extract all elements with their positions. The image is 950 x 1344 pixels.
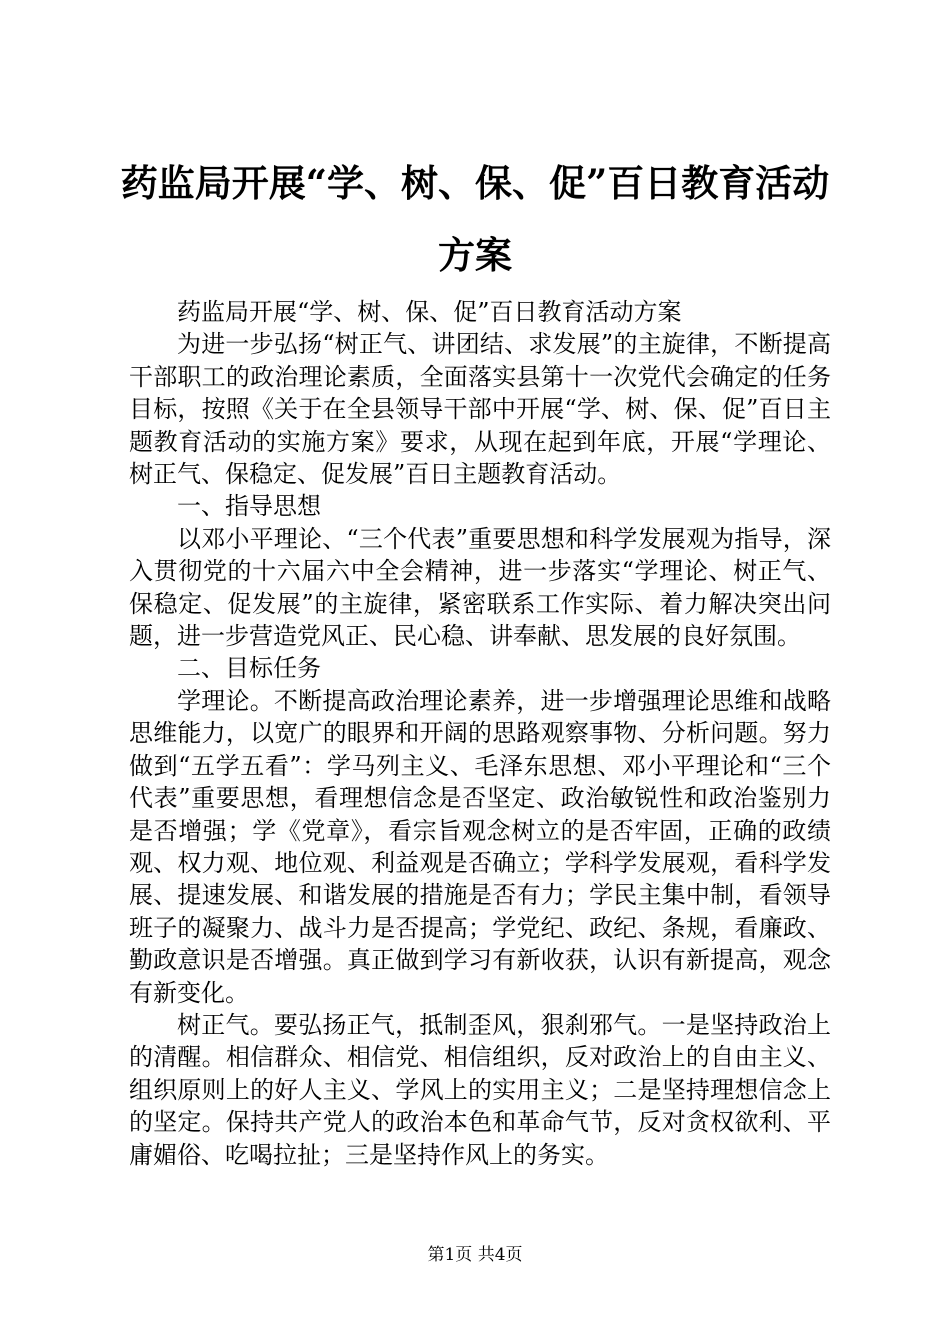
paragraph-intro: 为进一步弘扬“树正气、讲团结、求发展”的主旋律，不断提高干部职工的政治理论素质，全面落实县第十一次党代会确定的任务目标，按照《关于在全县领导干部中开展“学、树、保、促”百日主题教育活动的实施方案》要求，从现在起到年底，开展“学理论、树正气、保稳定、促发展”百日主题教育活动。 (129, 330, 831, 489)
paragraph-uphold-integrity: 树正气。要弘扬正气，抵制歪风，狠刹邪气。一是坚持政治上的清醒。相信群众、相信党、相信组织，反对政治上的自由主义、组织原则上的好人主义、学风上的实用主义；二是坚持理想信念上的坚定。保持共产党人的政治本色和革命气节，反对贪权欲利、平庸媚俗、吃喝拉扯；三是坚持作风上的务实。 (129, 1010, 831, 1169)
paragraph-guiding-thought: 以邓小平理论、“三个代表”重要思想和科学发展观为指导，深入贯彻党的十六届六中全会精神，进一步落实“学理论、树正气、保稳定、促发展”的主旋律，紧密联系工作实际、着力解决突出问题，进一步营造党风正、民心稳、讲奉献、思发展的良好氛围。 (129, 524, 831, 651)
paragraph-subtitle: 药监局开展“学、树、保、促”百日教育活动方案 (177, 298, 682, 326)
document-title: 药监局开展“学、树、保、促”百日教育活动方案 (120, 161, 830, 277)
paragraph-study-theory: 学理论。不断提高政治理论素养，进一步增强理论思维和战略思维能力，以宽广的眼界和开阔的思路观察事物、分析问题。努力做到“五学五看”：学马列主义、毛泽东思想、邓小平理论和“三个代表”重要思想，看理想信念是否坚定、政治敏锐性和政治鉴别力是否增强；学《党章》，看宗旨观念树立的是否牢固，正确的政绩观、权力观、地位观、利益观是否确立；学科学发展观，看科学发展、提速发展、和谐发展的措施是否有力；学民主集中制，看领导班子的凝聚力、战斗力是否提高；学党纪、政纪、条规，看廉政、勤政意识是否增强。真正做到学习有新收获，认识有新提高，观念有新变化。 (129, 686, 831, 1007)
page-footer: 第1页 共4页 (427, 1245, 523, 1265)
document-body (129, 296, 831, 1171)
section-heading-goals: 二、目标任务 (177, 654, 321, 683)
section-heading-guiding-thought: 一、指导思想 (177, 492, 321, 521)
